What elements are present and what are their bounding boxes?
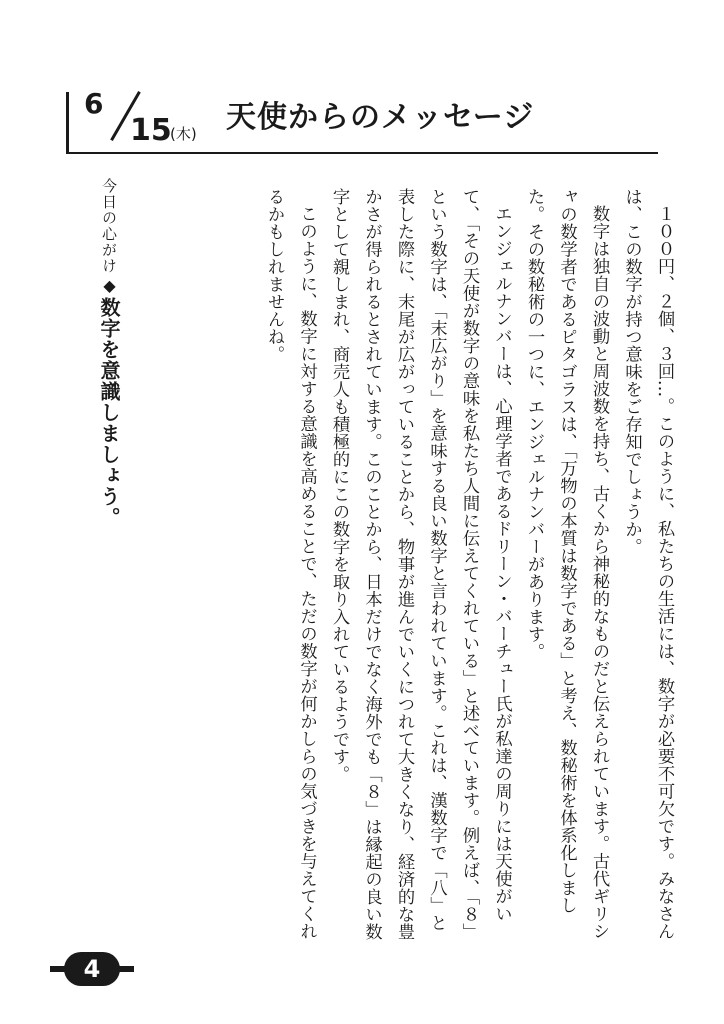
header-rule (66, 152, 658, 154)
date-month: 6 (84, 87, 104, 120)
page-title: 天使からのメッセージ (226, 100, 535, 135)
body-paragraph-4: このように、数字に対する意識を高めることで、ただの数字が何かしらの気づきを与えてくれるかもしれませんね。 (264, 188, 317, 940)
header-bracket-vertical (66, 92, 69, 154)
page-number: 4 (64, 952, 120, 986)
diamond-icon: ◆ (100, 276, 119, 295)
page-header (0, 0, 724, 160)
body-text (150, 188, 680, 948)
body-paragraph-3: エンジェルナンバーは、心理学者であるドリーン・バーチュー氏が私達の周りには天使がいて、「その天使が数字の意味を私たち人間に伝えてくれている」と述べています。例えば、「８」という数字は、「末広がり」を意味する良い数字と言われています。これは、漢数字で「八」と表した際に、末尾が広がっていることから、物事が進んでいくにつれて大きくなり、経済的な豊かさが得られるとされています。このことから、日本だけでなく海外でも「８」は縁起の良い数字として親しまれ、商売人も積極的にこの数字を取り入れているようです。 (329, 188, 512, 941)
date-weekday: (木) (170, 125, 197, 143)
motto-text: 数字を意識しましょう。 (97, 297, 121, 528)
body-paragraph-1: １００円、２個、３回…。このように、私たちの生活には、数字が必要不可欠です。みなさんは、この数字が持つ意味をご存知でしょうか。 (621, 188, 674, 940)
date-day: 15 (130, 113, 172, 148)
body-paragraph-2: 数字は独自の波動と周波数を持ち、古くから神秘的なものだと伝えられています。古代ギリシャの数学者であるピタゴラスは、「万物の本質は数字である」と考え、数秘術を体系化しました。その数秘術の一つに、エンジェルナンバーがあります。 (524, 188, 609, 940)
page-number-badge (50, 952, 134, 986)
motto-label: 今日の心がけ (100, 178, 118, 274)
daily-motto (74, 178, 124, 558)
